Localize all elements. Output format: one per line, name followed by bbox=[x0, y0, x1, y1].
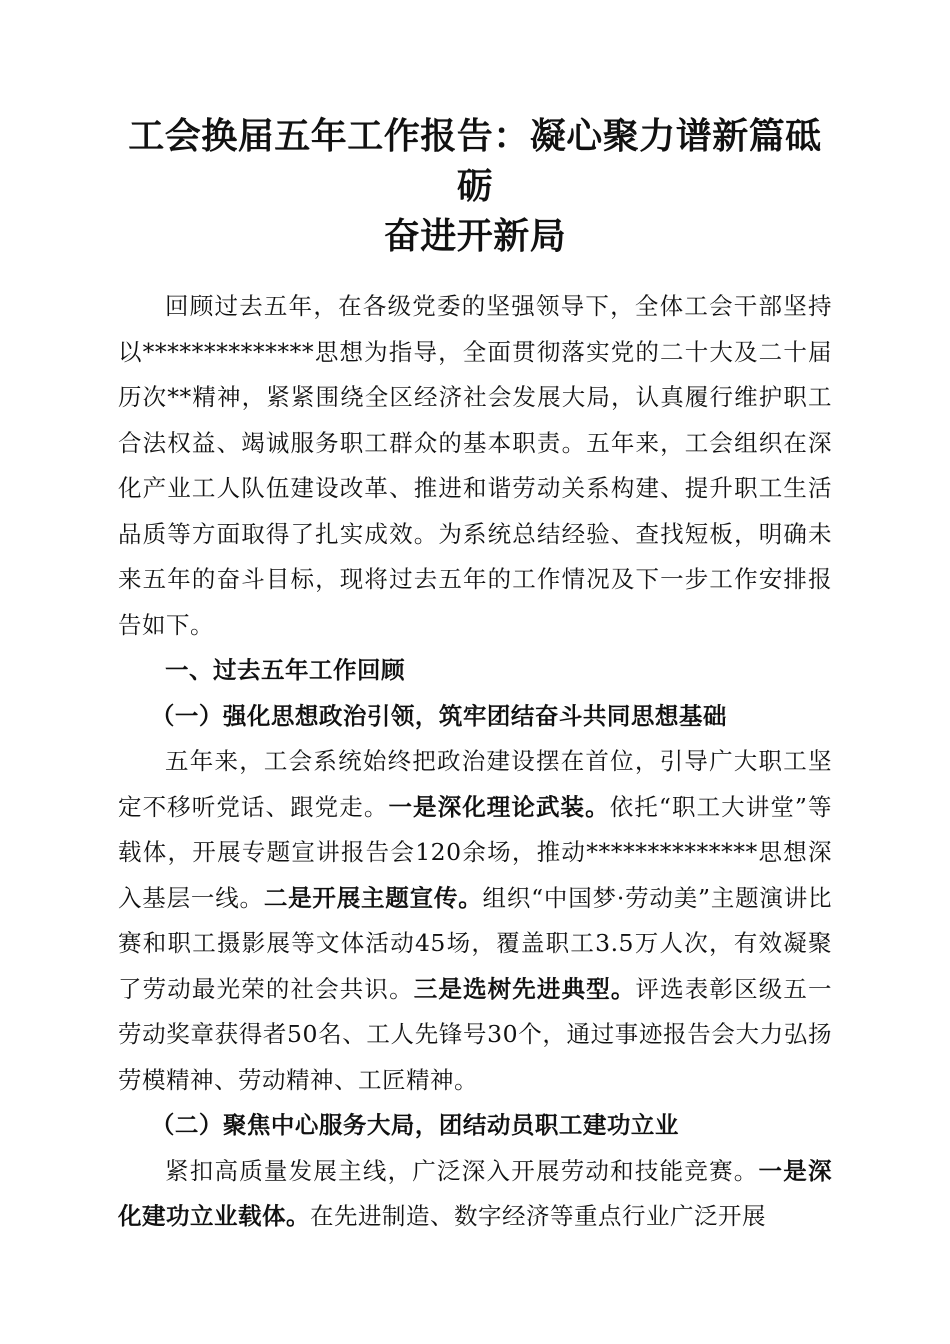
paragraph-text: 组织“中国梦·劳动美”主题演讲比赛和职工摄影展等文体活动45场，覆盖职工3.5万人次，有效凝聚了劳动最光荣的社会共识。 bbox=[118, 883, 833, 1003]
section-heading-review: 一、过去五年工作回顾 bbox=[165, 656, 405, 684]
subsection-heading-service: （二）聚焦中心服务大局，团结动员职工建功立业 bbox=[150, 1111, 679, 1139]
intro-paragraph: 回顾过去五年，在各级党委的坚强领导下，全体工会干部坚持以**************思想为指导，全面贯彻落实党的二十大及二十届历次**精神，紧紧围绕全区经济社会发展大局，认真履行维护职工合法权益、竭诚服务职工群众的基本职责。五年来，工会组织在深化产业工人队伍建设改革、推进和谐劳动关系构建、提升职工生活品质等方面取得了扎实成效。为系统总结经验、查找短板，明确未来五年的奋斗目标，现将过去五年的工作情况及下一步工作安排报告如下。 bbox=[118, 292, 832, 639]
paragraph-service bbox=[118, 1149, 832, 1240]
bold-point-theory: 一是深化理论武装。 bbox=[388, 792, 610, 821]
document-page bbox=[118, 112, 832, 1240]
bold-point-models: 三是选树先进典型。 bbox=[413, 974, 636, 1003]
subsection-heading-ideology: （一）强化思想政治引领，筑牢团结奋斗共同思想基础 bbox=[150, 701, 727, 730]
paragraph-text: 五年来，工会系统始终把政治建设摆在首位，引导广大职工坚定不移听党话、跟党走。 bbox=[118, 747, 832, 821]
paragraph-text: 评选表彰区级五一劳动奖章获得者50名、工人先锋号30个，通过事迹报告会大力弘扬劳模精神、劳动精神、工匠精神。 bbox=[118, 974, 833, 1094]
title-line-2: 奋进开新局 bbox=[383, 216, 567, 257]
paragraph-ideology bbox=[118, 739, 832, 1103]
document-title bbox=[118, 112, 832, 262]
paragraph-text: 依托“职工大讲堂”等载体，开展专题宣讲报告会120余场，推动**************思想深入基层一线。 bbox=[118, 792, 833, 912]
paragraph-text: 紧扣高质量发展主线，广泛深入开展劳动和技能竞赛。 bbox=[165, 1156, 759, 1185]
paragraph-text: 在先进制造、数字经济等重点行业广泛开展 bbox=[310, 1202, 766, 1230]
bold-point-publicity: 二是开展主题宣传。 bbox=[263, 883, 483, 912]
title-line-1: 工会换届五年工作报告：凝心聚力谱新篇砥砺 bbox=[128, 116, 822, 207]
bold-point-carrier: 一是深化建功立业载体。 bbox=[118, 1156, 833, 1230]
